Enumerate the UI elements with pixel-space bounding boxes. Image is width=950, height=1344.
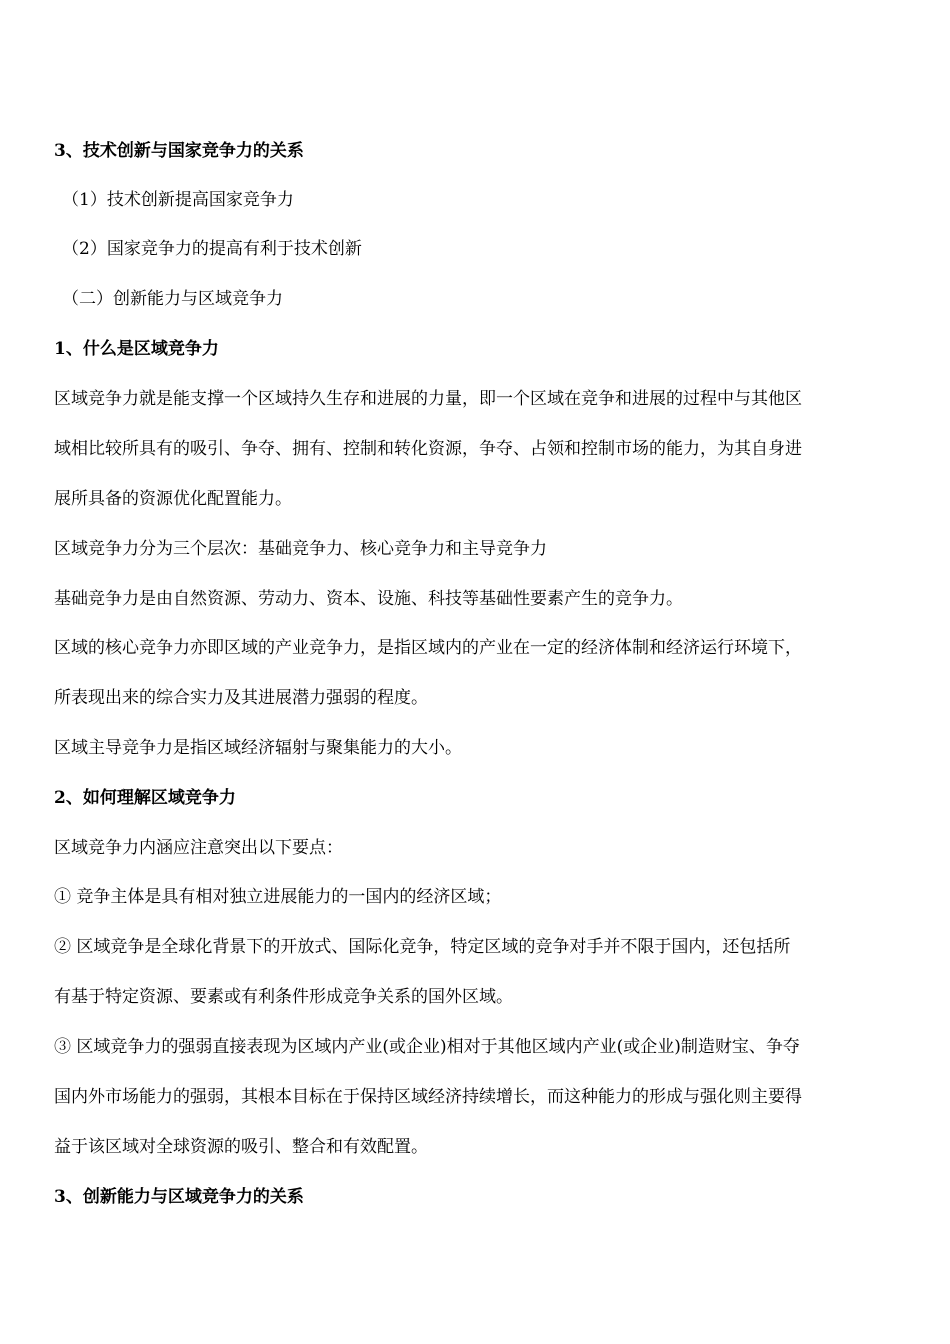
section-heading-tech-innovation-national: 3、技术创新与国家竞争力的关系 [54,141,304,161]
section-heading-understanding: 2、如何理解区域竞争力 [54,788,236,808]
list-item-3-continued: 益于该区域对全球资源的吸引、整合和有效配置。 [54,1137,428,1157]
section-heading-what-is-regional: 1、什么是区域竞争力 [54,339,219,359]
section-heading-innovation-regional-relation: 3、创新能力与区域竞争力的关系 [54,1187,304,1207]
paragraph-line: 域相比较所具有的吸引、争夺、拥有、控制和转化资源，争夺、占领和控制市场的能力，为其自身进 [54,439,802,459]
paragraph-line: 基础竞争力是由自然资源、劳动力、资本、设施、科技等基础性要素产生的竞争力。 [54,589,683,609]
paragraph-line: 所表现出来的综合实力及其进展潜力强弱的程度。 [54,688,428,708]
list-item-3: ③ 区域竞争力的强弱直接表现为区域内产业(或企业)相对于其他区域内产业(或企业)制造财宝、争夺 [54,1037,800,1057]
subpoint-1: （1）技术创新提高国家竞争力 [62,190,294,210]
section-title-innovation-regional: （二）创新能力与区域竞争力 [62,289,283,309]
paragraph-line: 区域的核心竞争力亦即区域的产业竞争力，是指区域内的产业在一定的经济体制和经济运行环境下， [54,638,802,658]
paragraph-line: 展所具备的资源优化配置能力。 [54,489,292,509]
paragraph-line: 区域主导竞争力是指区域经济辐射与聚集能力的大小。 [54,738,462,758]
list-item-2: ② 区域竞争是全球化背景下的开放式、国际化竞争，特定区域的竞争对手并不限于国内，还包括所 [54,937,791,957]
subpoint-2: （2）国家竞争力的提高有利于技术创新 [62,239,362,259]
paragraph-line: 区域竞争力就是能支撑一个区域持久生存和进展的力量，即一个区域在竞争和进展的过程中与其他区 [54,389,802,409]
paragraph-line: 区域竞争力分为三个层次：基础竞争力、核心竞争力和主导竞争力 [54,539,547,559]
paragraph-line: 区域竞争力内涵应注意突出以下要点： [54,838,343,858]
list-item-1: ① 竞争主体是具有相对独立进展能力的一国内的经济区域； [54,887,502,907]
list-item-2-continued: 有基于特定资源、要素或有利条件形成竞争关系的国外区域。 [54,987,513,1007]
list-item-3-continued: 国内外市场能力的强弱，其根本目标在于保持区域经济持续增长，而这种能力的形成与强化则主要得 [54,1087,802,1107]
